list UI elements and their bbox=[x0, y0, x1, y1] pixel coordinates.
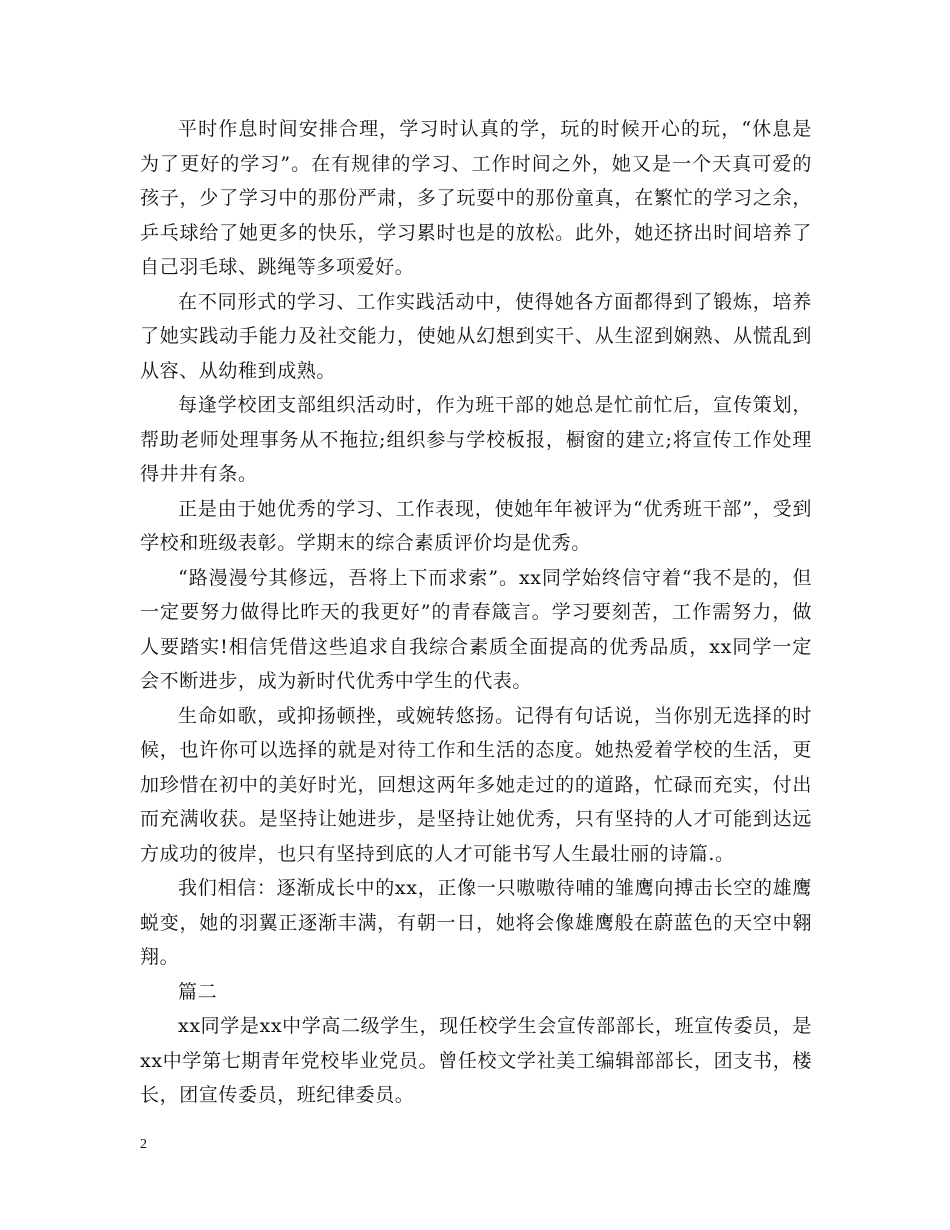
paragraph-belief: 我们相信：逐渐成长中的xx，正像一只嗷嗷待哺的雏鹰向搏击长空的雄鹰蜕变，她的羽翼正逐渐丰满，有朝一日，她将会像雄鹰般在蔚蓝色的天空中翱翔。 bbox=[140, 877, 812, 968]
paragraph-motto: “路漫漫兮其修远，吾将上下而求索”。xx同学始终信守着“我不是的，但一定要努力做得比昨天的我更好”的青春箴言。学习要刻苦，工作需努力，做人要踏实!相信凭借这些追求自我综合素质全面提高的优秀品质，xx同学一定会不断进步，成为新时代优秀中学生的代表。 bbox=[140, 566, 812, 692]
paragraph-league-activities: 每逢学校团支部组织活动时，作为班干部的她总是忙前忙后，宣传策划，帮助老师处理事务从不拖拉;组织参与学校板报，橱窗的建立;将宣传工作处理得井井有条。 bbox=[140, 394, 812, 485]
page-number: 2 bbox=[140, 1137, 147, 1152]
paragraph-daily-schedule: 平时作息时间安排合理，学习时认真的学，玩的时候开心的玩，“休息是为了更好的学习”。在有规律的学习、工作时间之外，她又是一个天真可爱的孩子，少了学习中的那份严肃，多了玩耍中的那份童真，在繁忙的学习之余，乒乓球给了她更多的快乐，学习累时也是的放松。此外，她还挤出时间培养了自己羽毛球、跳绳等多项爱好。 bbox=[140, 118, 812, 278]
paragraph-practice-activities: 在不同形式的学习、工作实践活动中，使得她各方面都得到了锻炼，培养了她实践动手能力及社交能力，使她从幻想到实干、从生涩到娴熟、从慌乱到从容、从幼稚到成熟。 bbox=[140, 290, 812, 382]
paragraph-student-intro: xx同学是xx中学高二级学生，现任校学生会宣传部部长，班宣传委员，是xx中学第七期青年党校毕业党员。曾任校文学社美工编辑部部长，团支书，楼长，团宣传委员，班纪律委员。 bbox=[140, 1015, 812, 1106]
document-body bbox=[140, 112, 812, 1113]
paragraph-life-song: 生命如歌，或抑扬顿挫，或婉转悠扬。记得有句话说，当你别无选择的时候，也许你可以选择的就是对待工作和生活的态度。她热爱着学校的生活，更加珍惜在初中的美好时光，回想这两年多她走过的的道路，忙碌而充实，付出而充满收获。是坚持让她进步，是坚持让她优秀，只有坚持的人才可能到达远方成功的彼岸，也只有坚持到底的人才可能书写人生最壮丽的诗篇.。 bbox=[140, 704, 812, 865]
section-heading-part-two: 篇二 bbox=[178, 980, 218, 1003]
paragraph-honors: 正是由于她优秀的学习、工作表现，使她年年被评为“优秀班干部”，受到学校和班级表彰。学期末的综合素质评价均是优秀。 bbox=[140, 497, 812, 554]
